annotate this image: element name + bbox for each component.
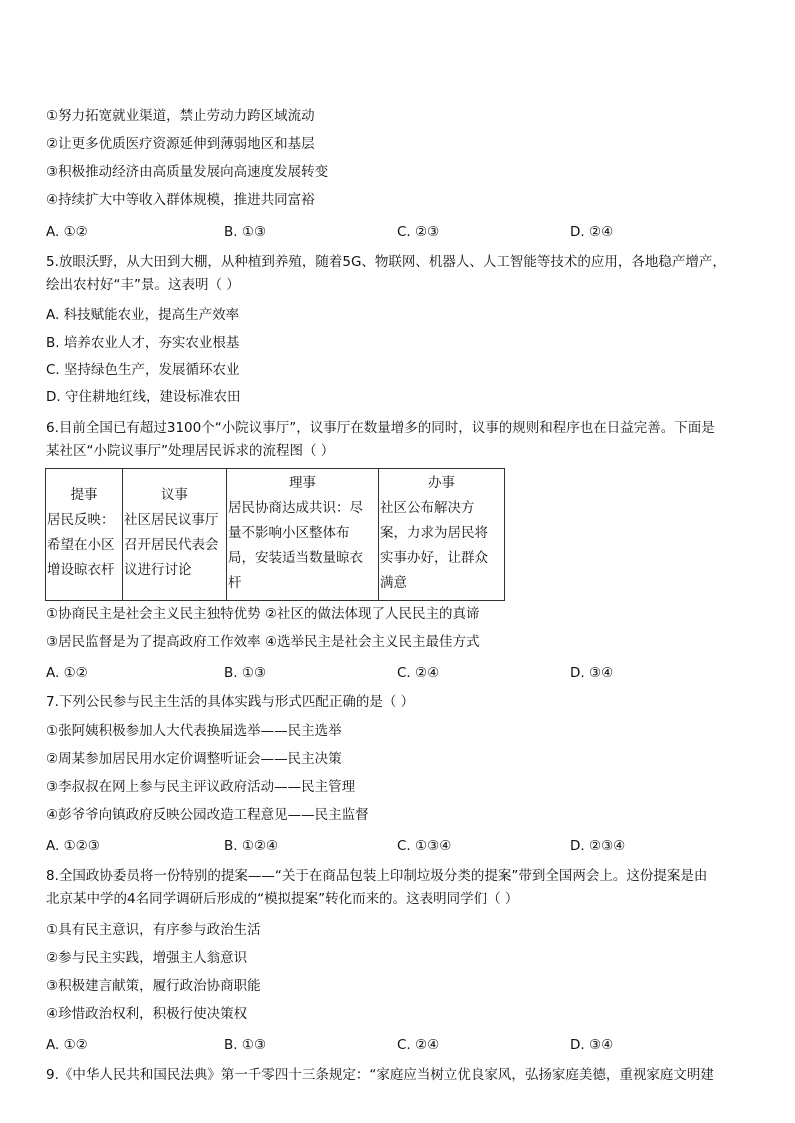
q6-cell-line: 居民反映：	[47, 512, 115, 528]
q6-cell-line: 案，力求为居民将	[380, 525, 488, 541]
q6-cell-line: 量不影响小区整体布	[228, 525, 350, 541]
q6-option-c[interactable]: C. ②④	[397, 665, 440, 681]
q6-cell-propose	[46, 469, 123, 601]
q4-option-b[interactable]: B. ①③	[224, 224, 267, 240]
q7-item-1: ①张阿姨积极参加人大代表换届选举——民主选举	[46, 723, 342, 739]
q6-cell-line: 实事办好，让群众	[380, 550, 488, 566]
q7-stem: 7.下列公民参与民主生活的具体实践与形式匹配正确的是（ ）	[46, 694, 415, 710]
q6-cell-line: 局，安装适当数量晾衣	[228, 550, 363, 566]
q5-stem-line-1: 5.放眼沃野，从大田到大棚，从种植到养殖，随着5G、物联网、机器人、人工智能等技术的应用，各地稳产增产，	[46, 254, 726, 270]
q6-cell-line: 增设晾衣杆	[47, 562, 115, 578]
q6-item-line-1: ①协商民主是社会主义民主独特优势 ②社区的做法体现了人民民主的真谛	[46, 606, 480, 622]
q4-item-2: ②让更多优质医疗资源延伸到薄弱地区和基层	[46, 136, 315, 152]
q5-option-c[interactable]: C. 坚持绿色生产，发展循环农业	[46, 362, 240, 378]
q8-stem-line-1: 8.全国政协委员将一份特别的提案——“关于在商品包装上印制垃圾分类的提案”带到全国两会上。这份提案是由	[46, 868, 708, 884]
q4-item-4: ④持续扩大中等收入群体规模，推进共同富裕	[46, 192, 315, 208]
q6-cell-line: 召开居民代表会	[124, 537, 219, 553]
q8-item-2: ②参与民主实践，增强主人翁意识	[46, 950, 248, 966]
q6-option-b[interactable]: B. ①③	[224, 665, 267, 681]
q6-header-propose: 提事	[70, 487, 98, 503]
q8-item-1: ①具有民主意识，有序参与政治生活	[46, 922, 261, 938]
q7-option-b[interactable]: B. ①②④	[224, 838, 279, 854]
q6-stem-line-1: 6.目前全国已有超过3100个“小院议事厅”，议事厅在数量增多的同时，议事的规则和程序也在日益完善。下面是	[46, 420, 715, 436]
q4-option-d[interactable]: D. ②④	[570, 224, 614, 240]
q6-cell-discuss	[123, 469, 227, 601]
q5-option-b[interactable]: B. 培养农业人才，夯实农业根基	[46, 335, 240, 351]
q8-option-a[interactable]: A. ①②	[46, 1037, 88, 1053]
q8-stem-line-2: 北京某中学的4名同学调研后形成的“模拟提案”转化而来的。这表明同学们（ ）	[46, 891, 519, 907]
q4-item-3: ③积极推动经济由高质量发展向高速度发展转变	[46, 164, 329, 180]
q8-item-3: ③积极建言献策，履行政治协商职能	[46, 978, 261, 994]
q6-cell-line: 社区居民议事厅	[124, 512, 219, 528]
q6-option-a[interactable]: A. ①②	[46, 665, 88, 681]
q7-option-d[interactable]: D. ②③④	[570, 838, 626, 854]
q9-stem: 9.《中华人民共和国民法典》第一千零四十三条规定：“家庭应当树立优良家风，弘扬家庭美德，重视家庭文明建	[46, 1067, 714, 1083]
q5-option-a[interactable]: A. 科技赋能农业，提高生产效率	[46, 307, 240, 323]
q8-option-c[interactable]: C. ②④	[397, 1037, 440, 1053]
q8-option-b[interactable]: B. ①③	[224, 1037, 267, 1053]
q5-stem-line-2: 绘出农村好“丰”景。这表明（ ）	[46, 277, 240, 293]
q6-item-line-2: ③居民监督是为了提高政府工作效率 ④选举民主是社会主义民主最佳方式	[46, 634, 480, 650]
q4-option-c[interactable]: C. ②③	[397, 224, 440, 240]
q6-cell-line: 希望在小区	[47, 537, 115, 553]
q6-cell-manage	[227, 469, 379, 601]
q7-option-a[interactable]: A. ①②③	[46, 838, 100, 854]
q6-header-discuss: 议事	[161, 487, 188, 503]
q8-item-4: ④珍惜政治权利，积极行使决策权	[46, 1006, 248, 1022]
q7-item-2: ②周某参加居民用水定价调整听证会——民主决策	[46, 751, 342, 767]
q6-cell-line: 议进行讨论	[124, 562, 192, 578]
q6-flow-row	[46, 469, 505, 601]
q7-option-c[interactable]: C. ①③④	[397, 838, 452, 854]
q6-flow-table	[45, 468, 505, 601]
q4-item-1: ①努力拓宽就业渠道，禁止劳动力跨区域流动	[46, 108, 315, 124]
q6-cell-line: 社区公布解决方	[380, 500, 475, 516]
q8-option-d[interactable]: D. ③④	[570, 1037, 614, 1053]
q6-cell-line: 杆	[228, 575, 242, 591]
q5-option-d[interactable]: D. 守住耕地红线，建设标准农田	[46, 389, 241, 405]
q6-option-d[interactable]: D. ③④	[570, 665, 614, 681]
q6-cell-line: 居民协商达成共识：尽	[228, 500, 363, 516]
q6-stem-line-2: 某社区“小院议事厅”处理居民诉求的流程图（ ）	[46, 443, 335, 459]
q7-item-4: ④彭爷爷向镇政府反映公园改造工程意见——民主监督	[46, 807, 369, 823]
q6-cell-handle	[379, 469, 505, 601]
q6-header-handle: 办事	[428, 475, 455, 491]
q6-header-manage: 理事	[289, 475, 316, 491]
q7-item-3: ③李叔叔在网上参与民主评议政府活动——民主管理	[46, 779, 356, 795]
q4-option-a[interactable]: A. ①②	[46, 224, 88, 240]
q6-cell-line: 满意	[380, 575, 407, 591]
